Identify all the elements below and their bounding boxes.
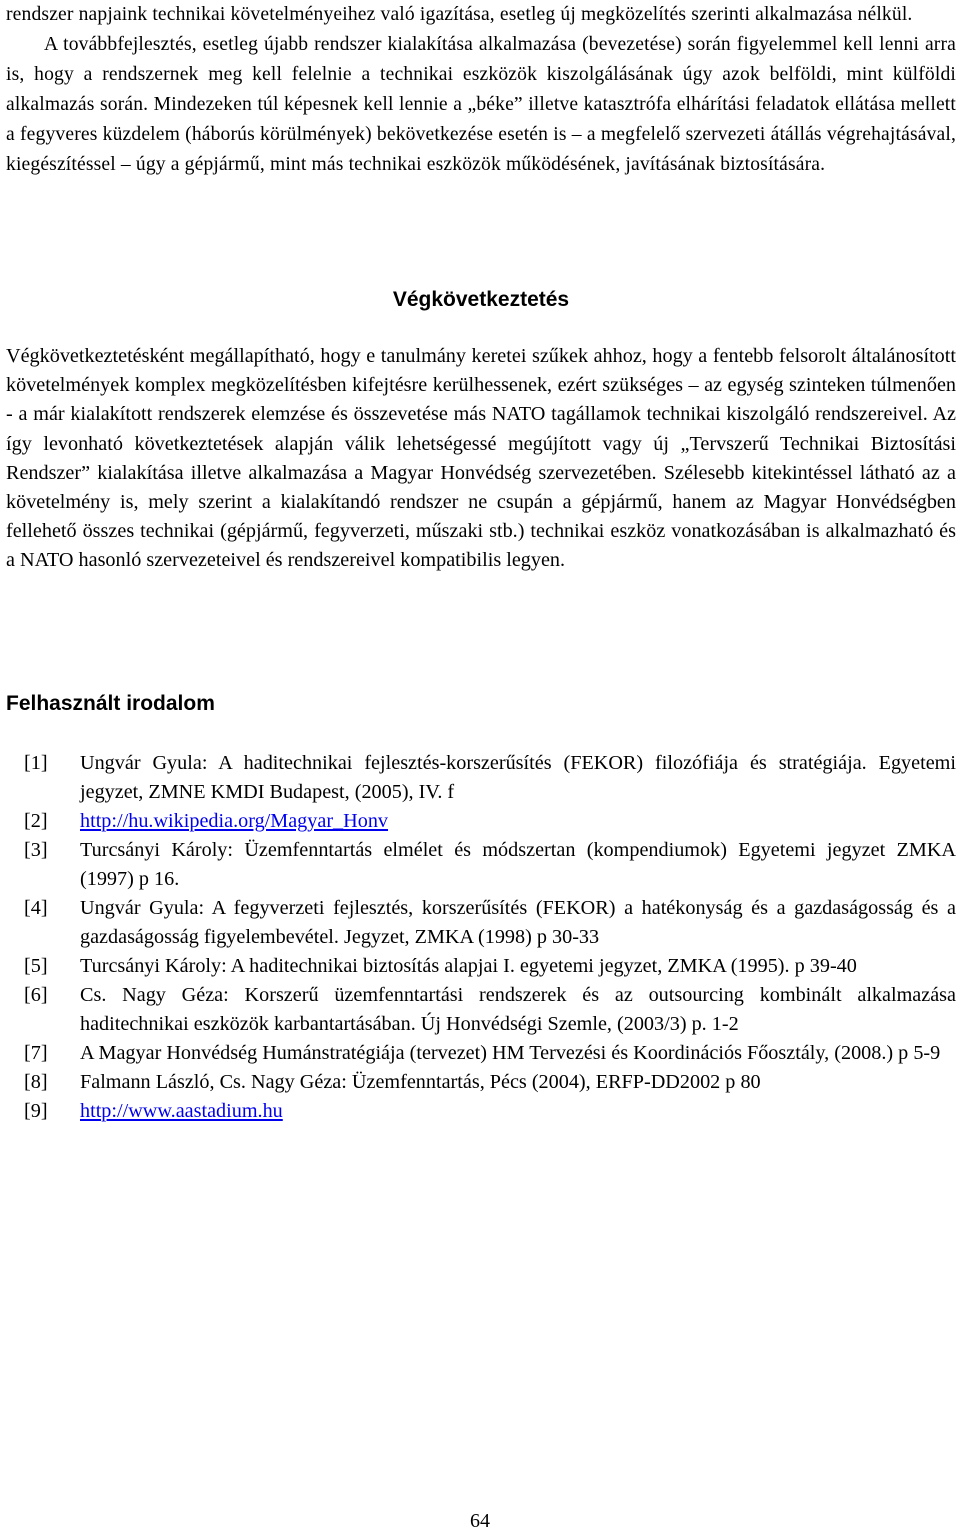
document-page bbox=[6, 0, 956, 1122]
page-number: 64 bbox=[470, 1510, 490, 1532]
reference-item bbox=[24, 1068, 956, 1097]
reference-number: [4] bbox=[24, 897, 48, 919]
reference-text: Falmann László, Cs. Nagy Géza: Üzemfenntartás, Pécs (2004), ERFP-DD2002 p 80 bbox=[80, 1071, 761, 1093]
reference-item bbox=[24, 836, 956, 894]
reference-item bbox=[24, 807, 956, 836]
reference-number: [6] bbox=[24, 984, 48, 1006]
reference-number: [2] bbox=[24, 810, 48, 832]
intro-paragraph-continued bbox=[6, 0, 956, 180]
reference-number: [5] bbox=[24, 955, 48, 977]
reference-number: [9] bbox=[24, 1100, 48, 1122]
reference-text: A Magyar Honvédség Humánstratégiája (tervezet) HM Tervezési és Koordinációs Főosztály, (2008.) p 5-9 bbox=[80, 1042, 941, 1064]
reference-item bbox=[24, 749, 956, 807]
intro-line-start: rendszer napjaink technikai követelményeihez való igazítása, esetleg új megközelítés szerinti alkalmazása nélkül. bbox=[6, 4, 913, 25]
reference-text: Turcsányi Károly: Üzemfenntartás elmélet és módszertan (kompendiumok) Egyetemi jegyzet ZMKA (1997) p 16. bbox=[80, 839, 956, 890]
references-heading: Felhasznált irodalom bbox=[6, 692, 215, 715]
reference-text: Ungvár Gyula: A haditechnikai fejlesztés-korszerűsítés (FEKOR) filozófiája és stratégiája. Egyetemi jegyzet, ZMNE KMDI Budapest, (2005), IV. f bbox=[80, 752, 956, 803]
reference-text: Cs. Nagy Géza: Korszerű üzemfenntartási rendszerek és az outsourcing kombinált alkalmazása haditechnikai eszközök karbantartásában. Új Honvédségi Szemle, (2003/3) p. 1-2 bbox=[80, 984, 956, 1035]
reference-text: Turcsányi Károly: A haditechnikai biztosítás alapjai I. egyetemi jegyzet, ZMKA (1995). p 39-40 bbox=[80, 955, 857, 977]
reference-link[interactable]: http://hu.wikipedia.org/Magyar_Honv bbox=[80, 810, 389, 832]
reference-list bbox=[24, 749, 956, 1126]
reference-number: [7] bbox=[24, 1042, 48, 1064]
reference-text: Ungvár Gyula: A fegyverzeti fejlesztés, korszerűsítés (FEKOR) a hatékonyság és a gazdaságosság és a gazdaságosság figyelembevétel. Jegyzet, ZMKA (1998) p 30-33 bbox=[80, 897, 956, 948]
conclusion-paragraph: Végkövetkeztetésként megállapítható, hogy e tanulmány keretei szűkek ahhoz, hogy a fentebb felsorolt általánosított követelmények komplex megközelítésben kifejtésre kerülhessenek, ezért szükséges – az egység szinteken túlmenően - a már kialakított rendszerek elemzése és összevetése más NATO tagállamok technikai kiszolgáló rendszereivel. Az így levonható következtetések alapján válik lehetségessé megújított vagy új „Tervszerű Technikai Biztosítási Rendszer” kialakítása illetve alkalmazása a Magyar Honvédség szervezetében. Szélesebb kitekintéssel látható az a követelmény is, mely szerint a kialakítandó rendszer ne csupán a gépjármű, hanem az Magyar Honvédségben fellehető összes technikai (gépjármű, fegyverzeti, műszaki stb.) technikai eszköz vonatkozásában is alkalmazható és a NATO hasonló szervezeteivel és rendszereivel kompatibilis legyen. bbox=[6, 345, 956, 572]
reference-item bbox=[24, 1039, 956, 1068]
reference-item bbox=[24, 1097, 956, 1126]
intro-paragraph: A továbbfejlesztés, esetleg újabb rendszer kialakítása alkalmazása (bevezetése) során figyelemmel kell lenni arra is, hogy a rendszernek meg kell felelnie a technikai eszközök kiszolgálásának úgy azok belföldi, mint külföldi alkalmazás során. Mindezeken túl képesnek kell lennie a „béke” illetve katasztrófa elhárítási feladatok ellátása mellett a fegyveres küzdelem (háborús körülmények) bekövetkezése esetén is – a megfelelő szervezeti átállás végrehajtásával, kiegészítéssel – úgy a gépjármű, mint más technikai eszközök működésének, javításának biztosítására. bbox=[6, 34, 956, 175]
reference-item bbox=[24, 981, 956, 1039]
reference-item bbox=[24, 894, 956, 952]
conclusion-heading: Végkövetkeztetés bbox=[392, 288, 570, 311]
reference-number: [8] bbox=[24, 1071, 48, 1093]
reference-number: [1] bbox=[24, 752, 48, 774]
reference-number: [3] bbox=[24, 839, 48, 861]
reference-link[interactable]: http://www.aastadium.hu bbox=[80, 1100, 283, 1122]
reference-item bbox=[24, 952, 956, 981]
